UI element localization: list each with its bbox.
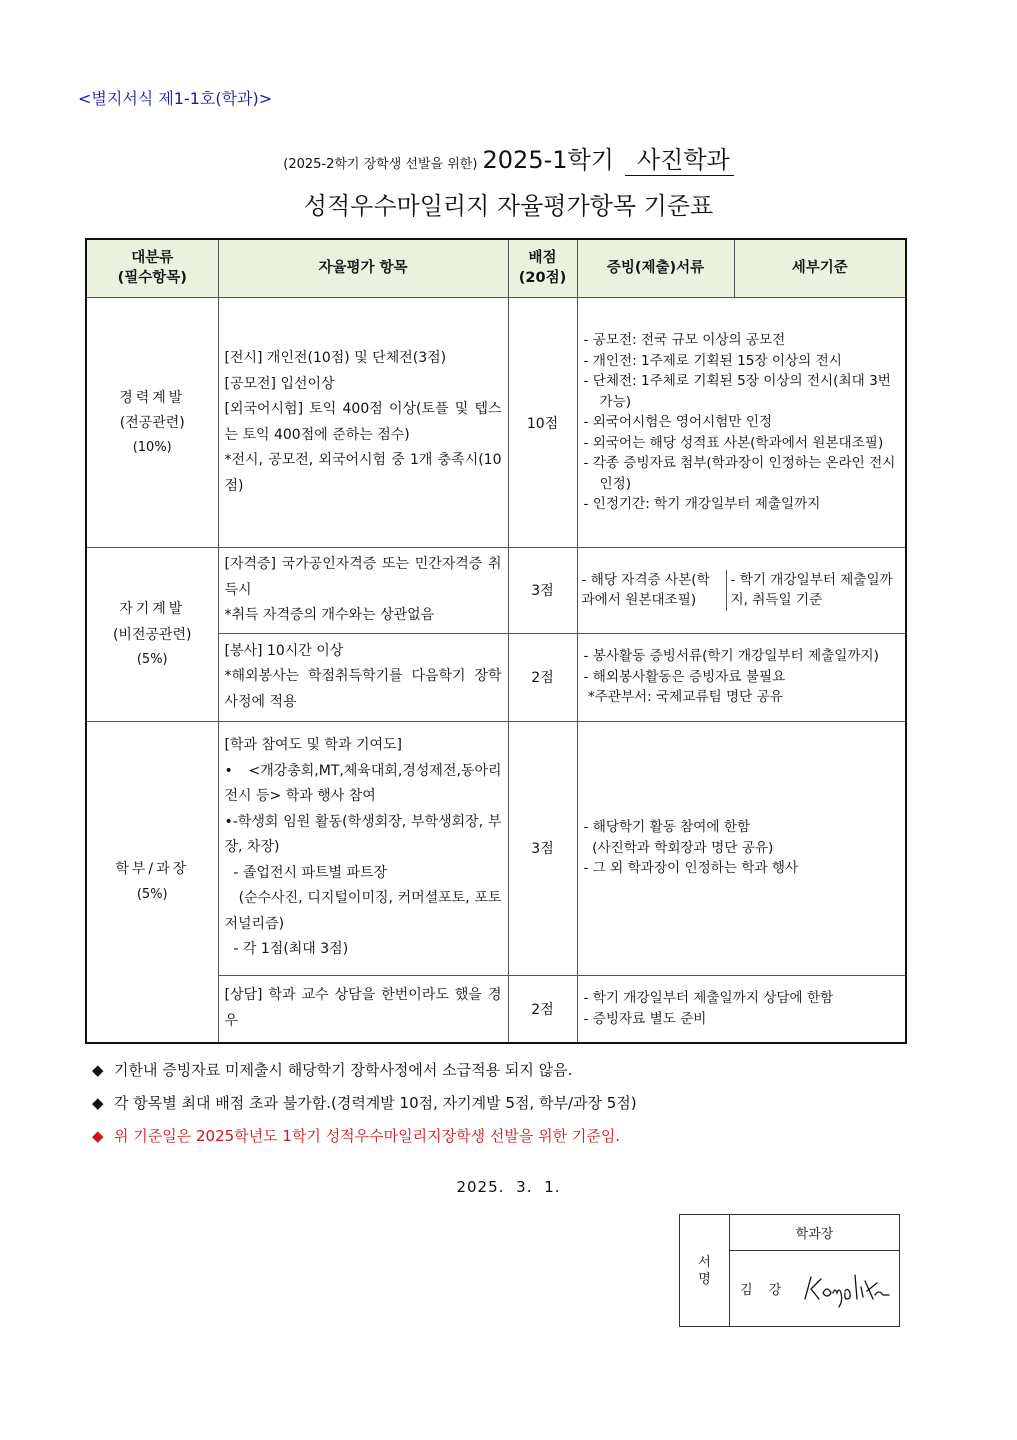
header-evidence: 증빙(제출)서류 <box>577 239 734 298</box>
category-self: 자기계발 (비전공관련) (5%) <box>86 548 218 722</box>
evidence-cell: - 해당 자격증 사본(학과에서 원본대조필) <box>581 571 710 609</box>
score-cell: 2점 <box>508 975 577 1043</box>
note-item: ◆ 각 항목별 최대 배점 초과 불가함.(경력계발 10점, 자기계발 5점, 학부/과장 5점) <box>92 1087 637 1120</box>
form-number: <별지서식 제1-1호(학과)> <box>78 89 273 108</box>
signature-box <box>679 1214 900 1327</box>
header-score: 배점 (20점) <box>508 239 577 298</box>
detail-cell: - 공모전: 전국 규모 이상의 공모전 - 개인전: 1주제로 기획된 15장 이상의 전시 - 단체전: 1주체로 기획된 5장 이상의 전시(최대 3번 가능) - 외국어시험은 영어시험만 인정 - 외국어는 해당 성적표 사본(학과에서 원본대조필) - 각종 증빙자료 첨부(학과장이 인정하는 온라인 전시 인정) - 인정기간: 학기 개강일부터 제출일까지 <box>577 298 906 548</box>
item-volunteer: [봉사] 10시간 이상 *해외봉사는 학점취득학기를 다음학기 장학사정에 적용 <box>218 633 508 721</box>
signer-name: 김 강 <box>740 1283 788 1298</box>
detail-cell: - 학기 개강일부터 제출일까지 상담에 한함 - 증빙자료 별도 준비 <box>577 975 906 1043</box>
document-date: 2025. 3. 1. <box>456 1178 561 1196</box>
title-prefix: (2025-2학기 장학생 선발을 위한) <box>283 157 478 172</box>
diamond-bullet-icon: ◆ <box>92 1061 104 1079</box>
note-item-highlight: ◆ 위 기준일은 2025학년도 1학기 성적우수마일리지장학생 선발을 위한 기준임. <box>92 1120 637 1153</box>
table-header-row <box>86 239 906 298</box>
signature-label: 서 명 <box>680 1215 730 1327</box>
score-cell: 3점 <box>508 548 577 634</box>
detail-cell: - 봉사활동 증빙서류(학기 개강일부터 제출일까지) - 해외봉사활동은 증빙자료 불필요 *주관부서: 국제교류팀 명단 공유 <box>577 633 906 721</box>
table-row <box>86 298 906 548</box>
diamond-bullet-icon: ◆ <box>92 1094 104 1112</box>
item-certificate: [자격증] 국가공인자격증 또는 민간자격증 취득시 *취득 자격증의 개수와는 상관없음 <box>218 548 508 634</box>
title-term: 2025-1학기 <box>482 146 614 174</box>
category-career: 경력계발 (전공관련) (10%) <box>86 298 218 548</box>
note-item: ◆ 기한내 증빙자료 미제출시 해당학기 장학사정에서 소급적용 되지 않음. <box>92 1054 637 1087</box>
table-row <box>86 721 906 975</box>
criteria-table <box>85 238 907 1044</box>
category-dept: 학부/과장 (5%) <box>86 721 218 1043</box>
item-exhibition: [전시] 개인전(10점) 및 단체전(3점) [공모전] 입선이상 [외국어시험] 토익 400점 이상(토플 및 텝스는 토익 400점에 준하는 점수) *전시, 공모전, 외국어시험 중 1개 충족시(10점) <box>218 298 508 548</box>
handwritten-signature-icon <box>801 1269 891 1309</box>
header-category: 대분류 (필수항목) <box>86 239 218 298</box>
header-item: 자율평가 항목 <box>218 239 508 298</box>
item-participation: [학과 참여도 및 학과 기여도] • <개강총회,MT,체육대회,경성제전,동아리전시 등> 학과 행사 참여 •-학생회 임원 활동(학생회장, 부학생회장, 부장, 차장) - 졸업전시 파트별 파트장 (순수사진, 디지털이미징, 커머셜포토, 포토저널리즘) - 각 1점(최대 3점) <box>218 721 508 975</box>
title-department: 사진학과 <box>625 140 734 176</box>
score-cell: 3점 <box>508 721 577 975</box>
score-cell: 10점 <box>508 298 577 548</box>
item-counseling: [상담] 학과 교수 상담을 한번이라도 했을 경우 <box>218 975 508 1043</box>
criteria-cell: - 학기 개강일부터 제출일까지, 취득일 기준 <box>726 570 905 611</box>
signature-role: 학과장 <box>730 1215 900 1251</box>
diamond-bullet-icon: ◆ <box>92 1127 104 1145</box>
notes-list <box>92 1054 637 1153</box>
document-title <box>0 140 1017 176</box>
signature-name-cell <box>730 1251 900 1327</box>
table-row <box>86 548 906 634</box>
detail-cell: - 해당학기 활동 참여에 한함 (사진학과 학회장과 명단 공유) - 그 외 학과장이 인정하는 학과 행사 <box>577 721 906 975</box>
document-subtitle: 성적우수마일리지 자율평가항목 기준표 <box>303 192 714 220</box>
detail-cell <box>577 548 906 634</box>
score-cell: 2점 <box>508 633 577 721</box>
header-detail: 세부기준 <box>734 239 906 298</box>
